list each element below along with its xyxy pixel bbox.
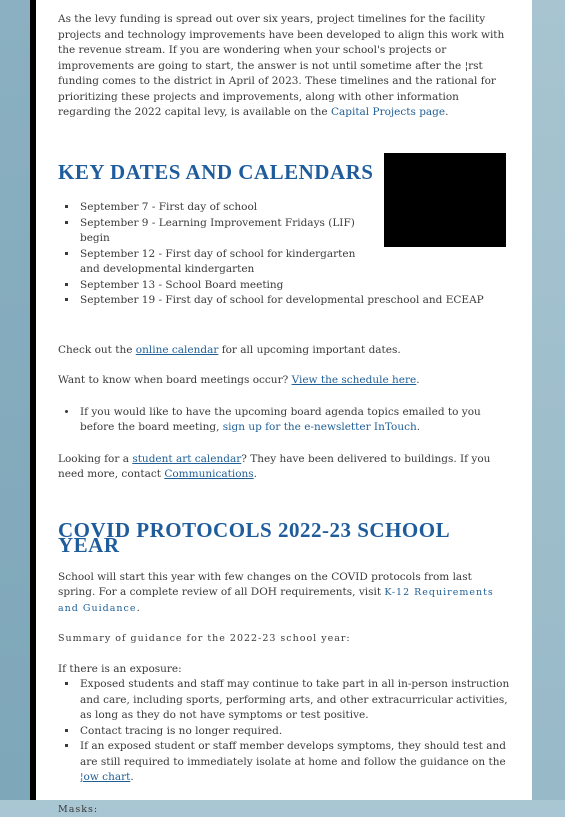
board-paragraph: Want to know when board meetings occur? View the schedule here.	[58, 373, 512, 389]
list-item: ▪ September 7 - First day of school	[78, 200, 368, 216]
exposure-label: If there is an exposure:	[58, 662, 512, 678]
newsletter-content	[36, 0, 532, 800]
summary-label: Summary of guidance for the 2022-23 school year:	[58, 631, 512, 647]
list-item: ▪ September 19 - First day of school for developmental preschool and ECEAP	[78, 293, 490, 309]
covid-intro: School will start this year with few changes on the COVID protocols from last spring. For a complete review of all DOH requirements, visit K-12 Requirements and Guidance.	[58, 570, 512, 617]
art-calendar-paragraph: Looking for a student art calendar? They have been delivered to buildings. If you need more, contact Communications.	[58, 452, 512, 483]
list-item: ▪ September 13 - School Board meeting	[78, 278, 368, 294]
list-item: ▪ Exposed students and staff may continue to take part in all in-person instruction and care, including sports, performing arts, and other extracurricular activities, as long as they do not have symptoms or test positive.	[78, 677, 512, 724]
board-schedule-link[interactable]: View the schedule here	[292, 374, 417, 386]
levy-paragraph: As the levy funding is spread out over six years, project timelines for the facility projects and technology improvements have been developed to align this work with the revenue stream. If you are wondering when your school's projects or improvements are going to start, the answer is not until sometime after the ¦rst funding comes to the district in April of 2023. These timelines and the rational for prioritizing these projects and improvements, along with other information regarding the 2022 capital levy, is available on the Capital Projects page.	[58, 12, 512, 121]
exposure-list	[58, 677, 512, 786]
capital-projects-link[interactable]: Capital Projects page	[331, 106, 445, 118]
list-item: ▪ September 9 - Learning Improvement Fridays (LIF) begin	[78, 216, 368, 247]
image-placeholder	[384, 153, 506, 247]
key-dates-list	[58, 200, 368, 309]
key-dates-heading: KEY DATES AND CALENDARS	[58, 165, 512, 181]
left-background-rail	[0, 0, 30, 800]
intouch-signup-link[interactable]: sign up for the e-newsletter InTouch	[223, 421, 417, 433]
student-art-calendar-link[interactable]: student art calendar	[132, 453, 241, 465]
list-item: ▪ September 12 - First day of school for kindergarten and developmental kindergarten	[78, 247, 368, 278]
right-background-rail	[532, 0, 565, 800]
list-item: ▪ If an exposed student or staff member develops symptoms, they should test and are still required to immediately isolate at home and follow the guidance on the ¦ow chart.	[78, 739, 512, 786]
online-calendar-link[interactable]: online calendar	[136, 344, 219, 356]
agenda-list	[58, 405, 512, 436]
flow-chart-link[interactable]: ¦ow chart	[80, 771, 130, 783]
list-item: • If you would like to have the upcoming board agenda topics emailed to you before the board meeting, sign up for the e-newsletter InTouch.	[78, 405, 512, 436]
covid-heading: COVID PROTOCOLS 2022-23 SCHOOL YEAR	[58, 523, 512, 554]
communications-link[interactable]: Communications	[164, 468, 253, 480]
masks-label: Masks:	[58, 802, 512, 817]
k12-guidance-link[interactable]: K-12 Requirements and Guidance	[58, 587, 494, 614]
list-item: ▪ Contact tracing is no longer required.	[78, 724, 512, 740]
calendar-paragraph: Check out the online calendar for all upcoming important dates.	[58, 343, 512, 359]
